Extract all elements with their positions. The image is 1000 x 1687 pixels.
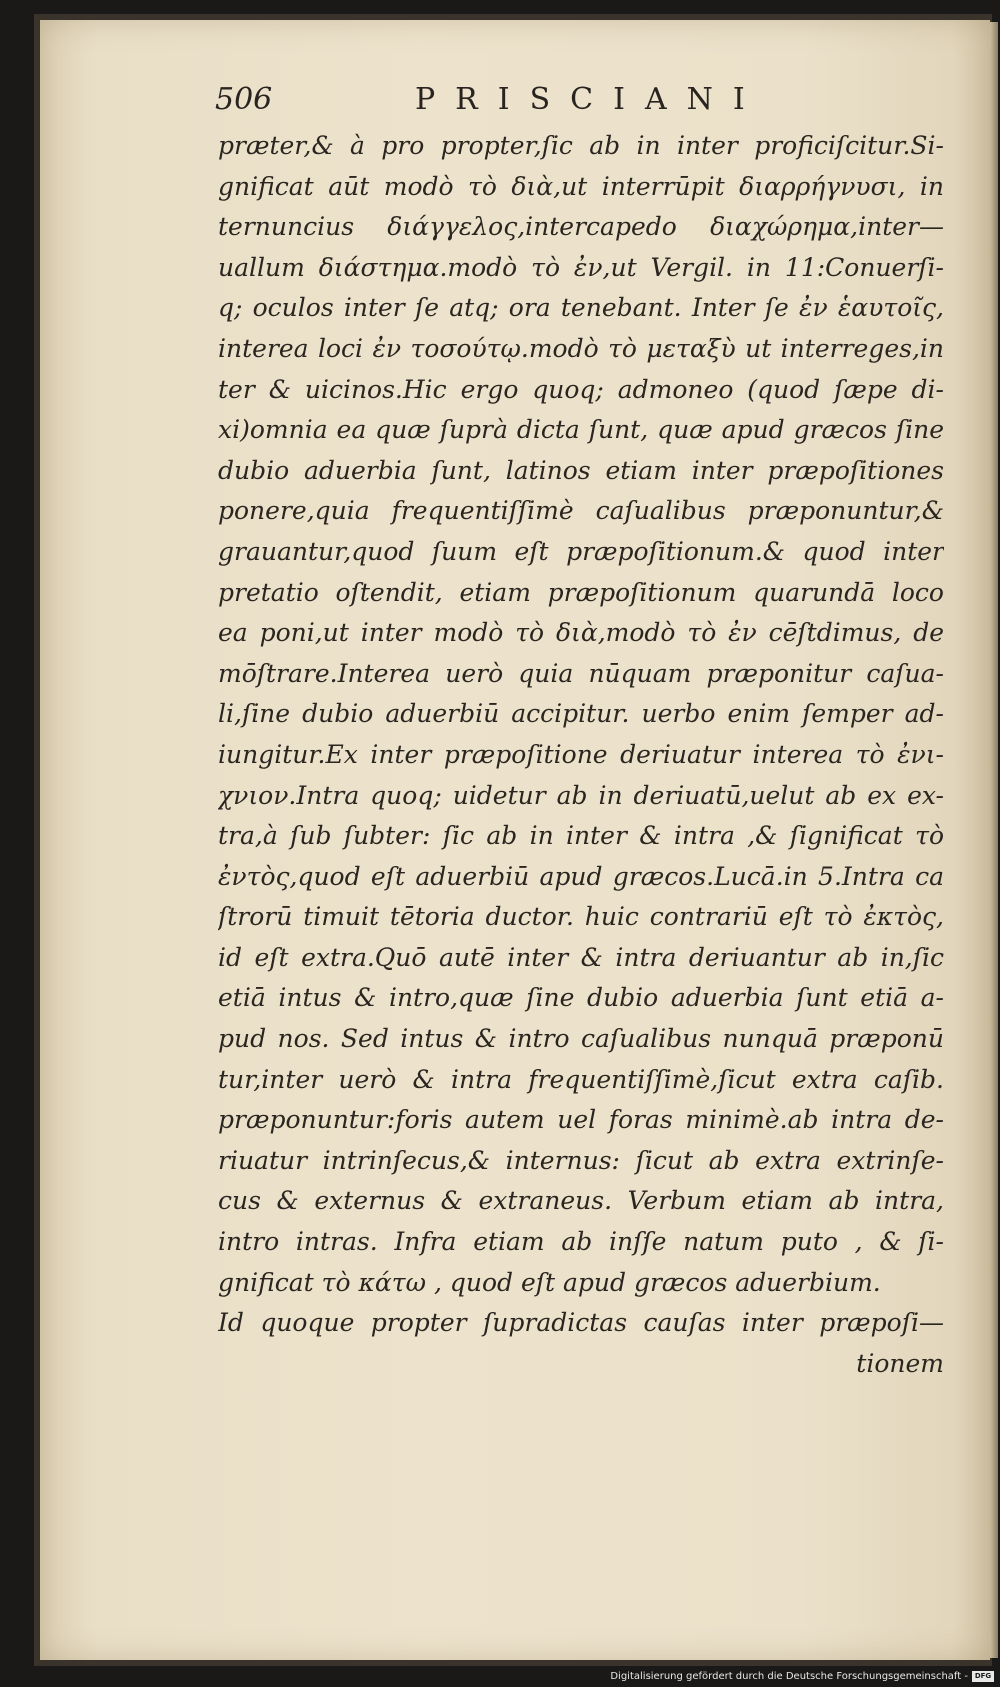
page-edge	[990, 22, 998, 1658]
text-line: gnificat τὸ κάτω , quod eſt apud græcos aduerbium.	[218, 1267, 881, 1297]
text-line: ponere,quia frequentiſſimè caſualibus præponuntur,&	[218, 496, 944, 526]
text-line: li,ſine dubio aduerbiū accipitur. uerbo enim ſemper ad-	[218, 699, 944, 729]
text-line: uallum διάστημα.modò τὸ ἐν,ut Vergil. in 11:Conuerſi-	[218, 252, 944, 282]
text-line: grauantur,quod ſuum eſt præpoſitionum.& quod inter	[218, 536, 944, 566]
text-line: pretatio oſtendit, etiam præpoſitionum quarundā loco	[218, 577, 944, 607]
catchword: tionem	[856, 1348, 944, 1378]
text-line: interea loci ἐν τοσούτῳ.modò τὸ μεταξὺ ut interreges,in	[218, 333, 944, 363]
text-line: ſtrorū timuit tētoria ductor. huic contrariū eſt τὸ ἐκτὸς,	[218, 902, 944, 932]
text-line: etiā intus & intro,quæ ſine dubio aduerbia ſunt etiā a-	[218, 983, 944, 1013]
text-line: ter & uicinos.Hic ergo quoq; admoneo (quod ſæpe di-	[218, 374, 944, 404]
text-line: cus & externus & extraneus. Verbum etiam ab intra,	[218, 1186, 944, 1216]
text-line: riuatur intrinſecus,& internus: ſicut ab extra extrinſe-	[218, 1145, 944, 1175]
text-line: dubio aduerbia ſunt, latinos etiam inter præpoſitiones	[218, 455, 944, 485]
text-line: mōſtrare.Interea uerò quia nūquam præponitur caſua-	[218, 658, 944, 688]
text-line: χνιον.Intra quoq; uidetur ab in deriuatū,uelut ab ex ex-	[218, 780, 944, 810]
text-line: ternuncius διάγγελος,intercapedo διαχώρημα,inter—	[218, 212, 944, 242]
text-line: ἐντὸς,quod eſt aduerbiū apud græcos.Lucā.in 5.Intra ca	[218, 861, 944, 891]
body-text	[218, 126, 944, 1384]
text-line: tur,inter uerò & intra frequentiſſimè,ſicut extra caſib.	[218, 1064, 944, 1094]
text-line: Id quoque propter ſupradictas cauſas inter præpoſi—	[218, 1308, 944, 1338]
text-line: id eſt extra.Quō autē inter & intra deriuantur ab in,ſic	[218, 942, 944, 972]
text-line: pud nos. Sed intus & intro caſualibus nunquā præponū	[218, 1024, 944, 1054]
funding-credit: Digitalisierung gefördert durch die Deutsche Forschungsgemeinschaft -	[610, 1670, 968, 1682]
running-title: PRISCIANI	[415, 82, 765, 117]
text-line: tra,à ſub ſubter: ſic ab in inter & intra ,& ſignificat τὸ	[218, 821, 944, 851]
text-line: xi)omnia ea quæ ſuprà dicta ſunt, quæ apud græcos ſine	[218, 415, 944, 445]
text-line: q; oculos inter ſe atq; ora tenebant. Inter ſe ἐν ἑαυτοῖς,	[218, 293, 944, 323]
text-line: intro intras. Infra etiam ab inſſe natum puto , & ſi-	[218, 1227, 944, 1257]
text-line: præter,& à pro propter,ſic ab in inter proficiſcitur.Si-	[218, 131, 944, 160]
text-line: præponuntur:foris autem uel foras minimè.ab intra de-	[218, 1105, 944, 1135]
dfg-logo-icon: DFG	[972, 1671, 994, 1682]
page-number: 506	[215, 82, 273, 117]
text-line: iungitur.Ex inter præpoſitione deriuatur interea τὸ ἐνι-	[218, 739, 944, 769]
running-head	[215, 78, 915, 128]
text-line: gnificat aūt modò τὸ διὰ,ut interrūpit διαρρήγνυσι, in	[218, 171, 944, 201]
text-line: ea poni,ut inter modò τὸ διὰ,modò τὸ ἐν cēſtdimus, de	[218, 618, 944, 648]
digitization-footer	[610, 1669, 994, 1683]
